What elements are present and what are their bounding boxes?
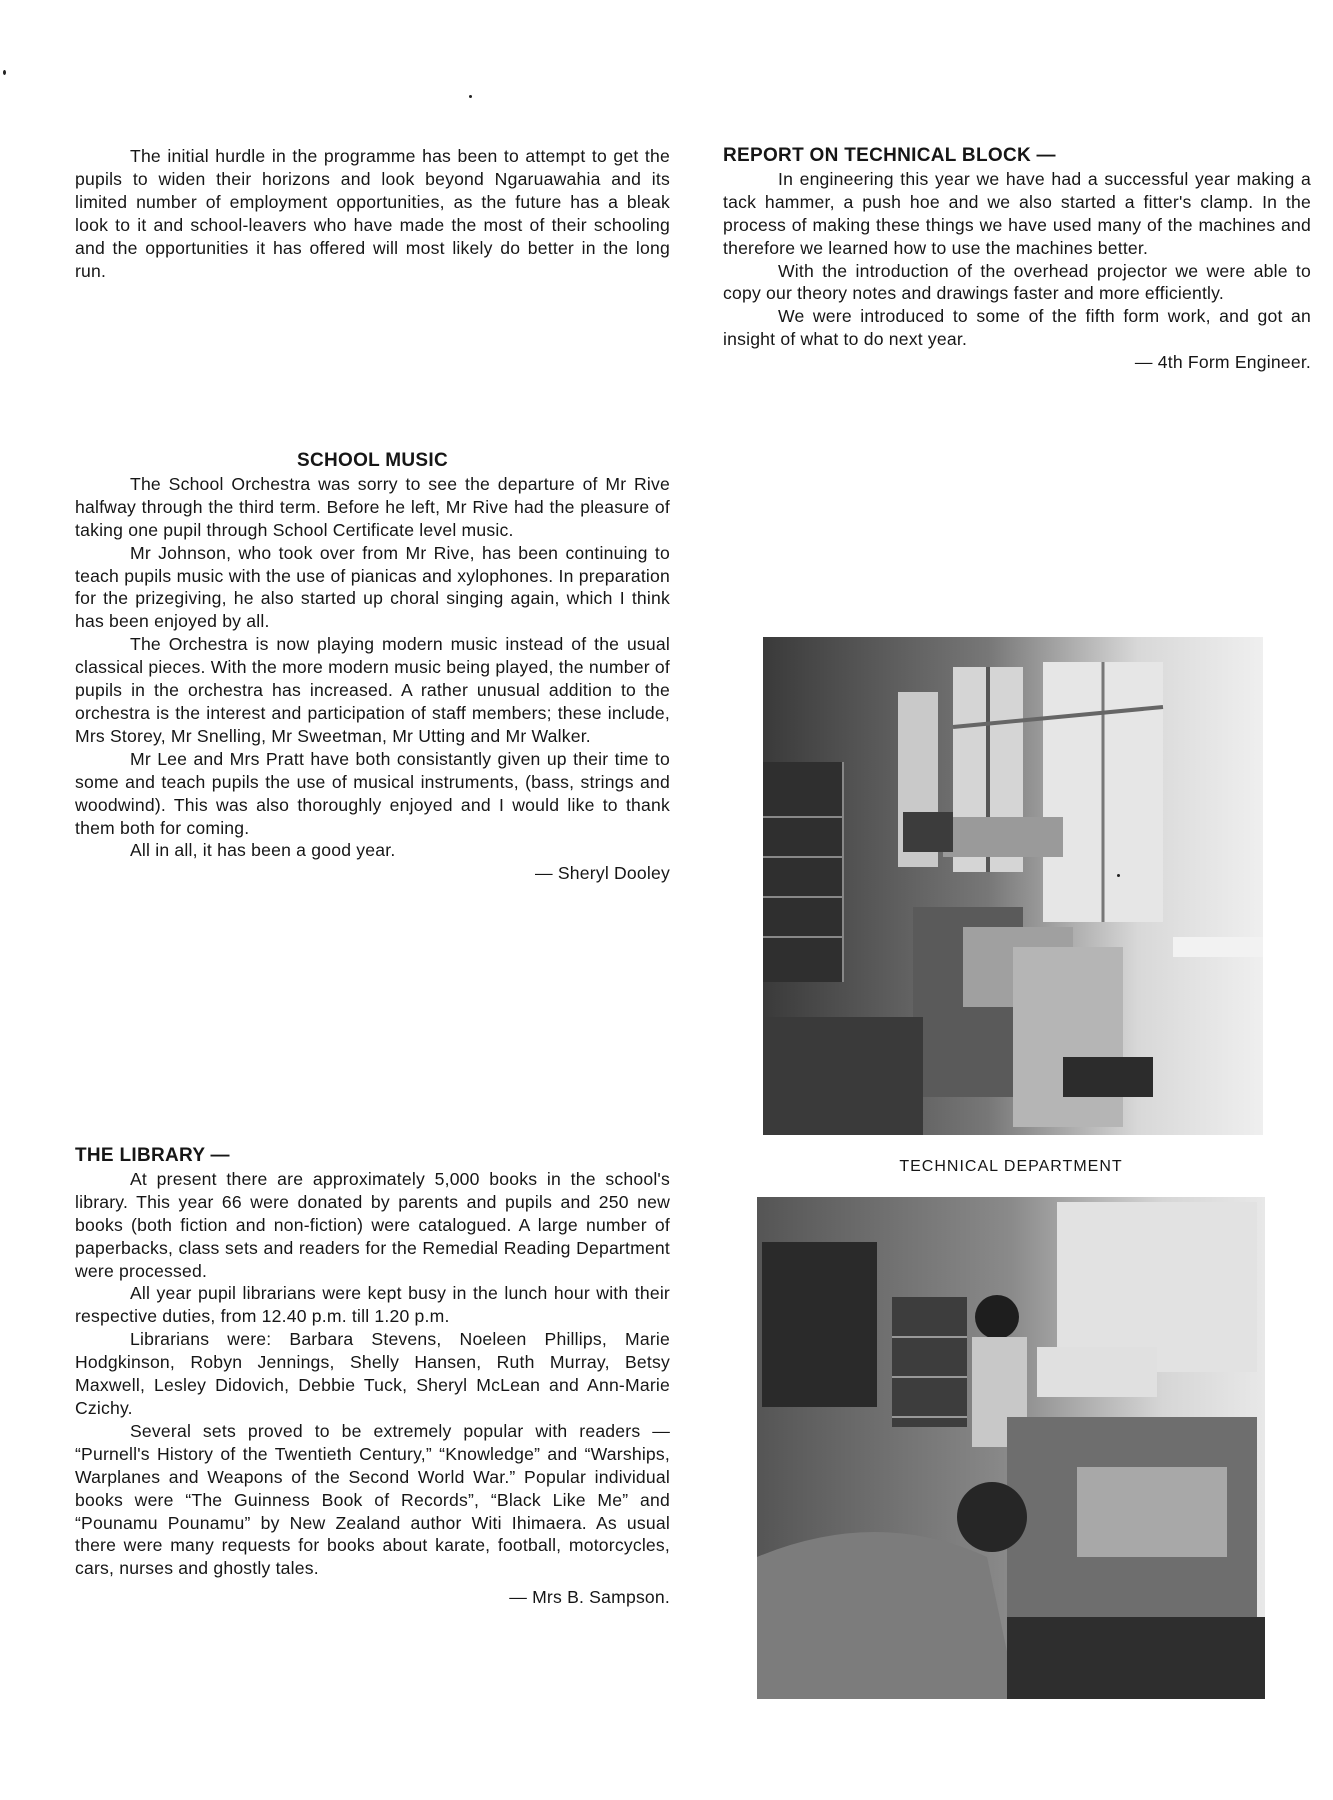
technical-block-heading: REPORT ON TECHNICAL BLOCK —: [723, 145, 1056, 166]
school-music-heading: SCHOOL MUSIC: [296, 450, 449, 471]
library-paragraph: At present there are approximately 5,000 books in the school's library. This year 66 were donated by parents and pupils and 250 new books (both fiction and non-fiction) were catalogued. A large number of paperbacks, class sets and readers for the Remedial Reading Department were processed.: [75, 1168, 670, 1281]
library-paragraph: Several sets proved to be extremely popular with readers — “Purnell's History of the Twentieth Century,” “Knowledge” and “Warships, Warplanes and Weapons of the Second World War.” Popular individual books were “The Guinness Book of Records”, “Black Like Me” and “Pounamu Pounamu” by New Zealand author Witi Ihimaera. As usual there were many requests for books about karate, football, motorcycles, cars, nurses and ghostly tales.: [75, 1420, 670, 1579]
scan-speck: [469, 95, 472, 98]
photo-caption: TECHNICAL DEPARTMENT: [899, 1158, 1123, 1175]
intro-section: [75, 145, 670, 282]
technical-block-section: [723, 145, 1311, 374]
technical-paragraph: With the introduction of the overhead projector we were able to copy our theory notes and drawings faster and more efficiently.: [723, 260, 1311, 304]
scan-speck: [1117, 874, 1120, 877]
library-paragraph: All year pupil librarians were kept busy in the lunch hour with their respective duties, from 12.40 p.m. till 1.20 p.m.: [75, 1283, 670, 1327]
scan-speck: [3, 70, 6, 75]
technical-paragraph: We were introduced to some of the fifth form work, and got an insight of what to do next year.: [723, 306, 1311, 350]
school-music-section: [75, 450, 670, 885]
workshop-photo-image: [763, 637, 1263, 1135]
music-paragraph: Mr Johnson, who took over from Mr Rive, has been continuing to teach pupils music with the use of pianicas and xylophones. In preparation for the prizegiving, he also started up choral singing again, which I think has been enjoyed by all.: [75, 542, 670, 632]
workshop-machinery-photo: [763, 637, 1263, 1135]
library-heading: THE LIBRARY —: [75, 1145, 230, 1166]
music-paragraph: The School Orchestra was sorry to see the departure of Mr Rive halfway through the third term. Before he left, Mr Rive had the pleasure of taking one pupil through School Certificate level music.: [75, 473, 670, 540]
library-section: [75, 1145, 670, 1609]
music-paragraph: Mr Lee and Mrs Pratt have both consistantly given up their time to some and teach pupils the use of musical instruments, (bass, strings and woodwind). This was also thoroughly enjoyed and I would like to thank them both for coming.: [75, 748, 670, 838]
students-at-lathes-photo: [757, 1197, 1265, 1699]
students-photo-image: [757, 1197, 1265, 1699]
music-paragraph: The Orchestra is now playing modern music instead of the usual classical pieces. With the more modern music being played, the number of pupils in the orchestra has increased. A rather unusual addition to the orchestra is the interest and participation of staff members; these include, Mrs Storey, Mr Snelling, Mr Sweetman, Mr Utting and Mr Walker.: [75, 634, 670, 746]
library-paragraph: Librarians were: Barbara Stevens, Noeleen Phillips, Marie Hodgkinson, Robyn Jennings, Shelly Hansen, Ruth Murray, Betsy Maxwell, Lesley Didovich, Debbie Tuck, Sheryl McLean and Ann-Marie Czichy.: [75, 1329, 670, 1418]
technical-paragraph: In engineering this year we have had a successful year making a tack hammer, a push hoe and we also started a fitter's clamp. In the process of making these things we have used many of the machines and therefore we learned how to use the machines better.: [723, 168, 1311, 258]
intro-paragraph: The initial hurdle in the programme has been to attempt to get the pupils to widen their horizons and look beyond Ngaruawahia and its limited number of employment opportunities, as the future has a bleak look to it and school-leavers who have made the most of their schooling and the opportunities it has offered will most likely do better in the long run.: [75, 146, 670, 281]
music-signature: — Sheryl Dooley: [534, 863, 670, 884]
library-signature: — Mrs B. Sampson.: [509, 1587, 670, 1608]
technical-signature: — 4th Form Engineer.: [1134, 352, 1311, 373]
music-paragraph: All in all, it has been a good year.: [130, 840, 396, 861]
